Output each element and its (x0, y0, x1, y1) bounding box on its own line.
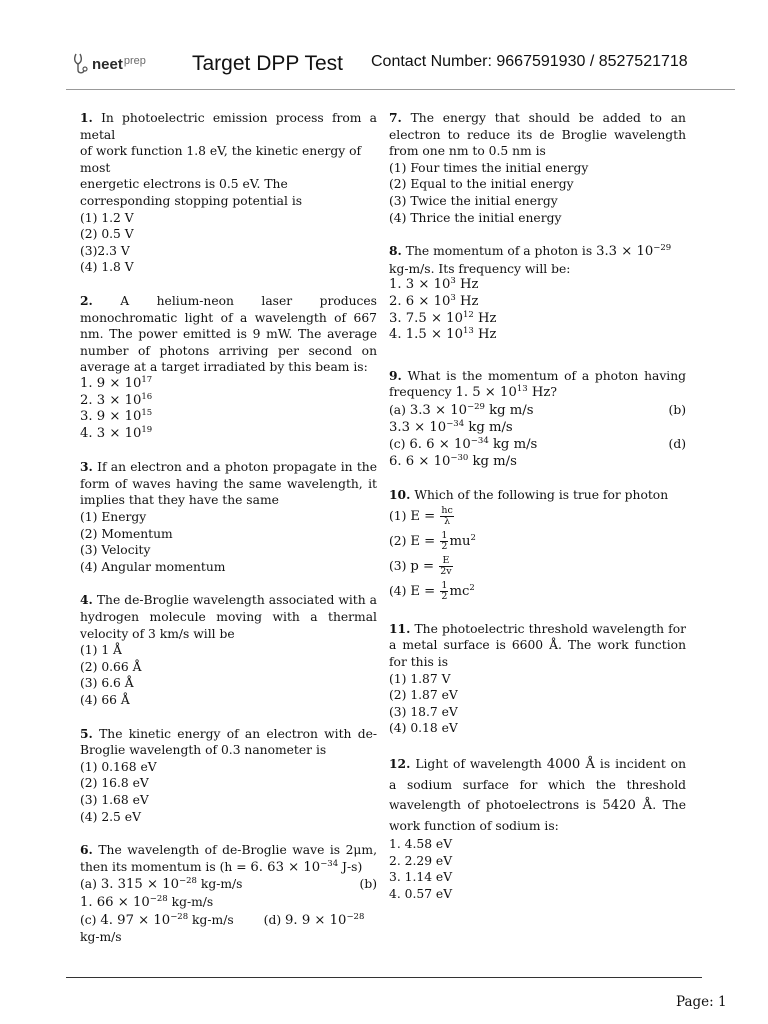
threshold-wavelength-value: 5420 Å (602, 798, 653, 814)
question-4 (80, 592, 377, 708)
option-2: (2) E = $\frac{1}{2}$ $mu^2$ (389, 529, 476, 552)
question-text: What is the momentum of a photon having frequency (389, 368, 686, 400)
question-12: 12. Light of wavelength 4000 Å is incident on a sodium surface for which the threshold wavelength of photoelectrons is 5420 Å. The work function of sodium is: 1. 4.58 eV 2. 2.29 eV 3. 1.14 eV 4. 0.57 eV (389, 756, 686, 901)
question-9: 9. What is the momentum of a photon having frequency 1. $5 \times 10^{13}$ Hz? (a) $3.3 \times 10^{-29}$ kg m/s (b) $3.3 \times 10^{-34}$ kg m/s (c) 6. $6 \times 10^{-34}$ kg m/s (d) 6. $6 \times 10^{-30}$ kg m/s (389, 367, 686, 469)
contact-number: Contact Number: 9667591930 / 8527521718 (371, 53, 688, 70)
option-4: 4. $3 \times 10^{19}$ (80, 424, 153, 441)
question-text: Which of the following is true for photon (414, 488, 669, 503)
question-text-line: In photoelectric emission process from a metal (80, 111, 377, 142)
question-2 (80, 293, 377, 442)
option-a: (a) $3.3 \times 10^{-29}$ kg m/s (389, 401, 534, 418)
momentum-value: $3.3 \times 10^{-29}$ (596, 243, 672, 260)
option-b: 1. $66 \times 10^{-28}$ kg-m/s (80, 893, 214, 910)
question-text: The de-Broglie wavelength associated with a hydrogen molecule moving with a thermal velocity of 3 km/s will be (80, 593, 377, 641)
option-c: (c) 6. $6 \times 10^{-34}$ kg m/s (389, 436, 538, 453)
question-text-line: kg-m/s. Its frequency will be: (389, 261, 571, 276)
options-row-ab (80, 876, 377, 894)
header-divider (66, 89, 735, 90)
option-2: (2) 16.8 eV (80, 776, 149, 791)
option-1: (1) E = $\frac{hc}{\lambda}$ (389, 504, 453, 527)
option-4: (4) 66 Å (80, 693, 130, 707)
planck-constant: 6. $63 \times 10^{-34}$ (250, 858, 339, 875)
option-3: (3)2.3 V (80, 243, 130, 258)
left-column (80, 110, 377, 963)
option-d: (d) 9. $9 \times 10^{-28}$ (263, 911, 365, 928)
option-2: 2. $6 \times 10^3$ Hz (389, 292, 479, 309)
option-a: (a) 3. $315 \times 10^{-28}$ kg-m/s (80, 876, 243, 893)
question-text: The energy that should be added to an electron to reduce its de Broglie wavelength from one nm to 0.5 nm is (389, 111, 686, 159)
question-text-line: of work function 1.8 eV, the kinetic energy of most (80, 144, 362, 175)
question-6: 6. The wavelength of de-Broglie wave is 2μm, then its momentum is (h = 6. $63 \times 10^{-34}$ J-s) (a) 3. $315 \times 10^{-28}$ kg-m/s (b) 1. $66 \times 10^{-28}$ kg-m/s (c) 4. $97 \times 10^{-28}$ kg-m/s (d) 9. $9 \times 10^{-28}$ kg-m/s (80, 842, 377, 945)
option-3: 3. $7.5 \times 10^{12}$ Hz (389, 309, 497, 326)
question-number: 11. (389, 620, 411, 636)
option-4: (4) 1.8 V (80, 260, 134, 275)
option-d-unit: kg-m/s (80, 930, 122, 945)
option-3: (3) Twice the initial energy (389, 193, 558, 208)
option-4: 4. 0.57 eV (389, 886, 453, 901)
page-number: Page: 1 (676, 994, 727, 1010)
stethoscope-icon (72, 52, 90, 76)
options-row-cd (389, 436, 686, 454)
question-text-line: energetic electrons is 0.5 eV. The corresponding stopping potential is (80, 177, 303, 208)
question-number: 9. (389, 367, 402, 383)
option-2: 2. $3 \times 10^{16}$ (80, 391, 153, 408)
question-number: 1. (80, 110, 93, 125)
option-2: (2) 0.5 V (80, 227, 134, 242)
option-d: 6. $6 \times 10^{-30}$ kg m/s (389, 452, 517, 469)
option-3: (3) 18.7 eV (389, 704, 458, 719)
logo-text-sub: prep (123, 55, 146, 67)
question-number: 6. (80, 842, 93, 858)
option-3: (3) 6.6 Å (80, 676, 134, 691)
question-text: The momentum of a photon is (405, 244, 597, 259)
option-4: (4) 2.5 eV (80, 809, 141, 824)
option-4: (4) E = $\frac{1}{2}$ $mc^2$ (389, 579, 475, 602)
question-7 (389, 110, 686, 226)
question-11 (389, 621, 686, 737)
frequency-value: 1. $5 \times 10^{13}$ Hz (455, 384, 551, 401)
option-2: (2) Equal to the initial energy (389, 177, 574, 192)
option-b: $3.3 \times 10^{-34}$ kg m/s (389, 418, 513, 435)
question-number: 4. (80, 592, 93, 608)
options-row-cd (80, 912, 377, 930)
option-3: 3. 1.14 eV (389, 870, 453, 885)
question-5 (80, 726, 377, 826)
question-number: 2. (80, 292, 93, 308)
question-number: 7. (389, 110, 402, 125)
question-number: 8. (389, 243, 402, 259)
option-2: (2) 1.87 eV (389, 688, 458, 703)
question-number: 10. (389, 487, 411, 503)
option-4: (4) 0.18 eV (389, 721, 458, 736)
option-2: 2. 2.29 eV (389, 853, 453, 868)
footer-divider (66, 977, 702, 978)
option-4: 4. $1.5 \times 10^{13}$ Hz (389, 326, 497, 343)
right-column (389, 110, 686, 919)
option-3: (3) p = $\frac{E}{2v}$ (389, 554, 452, 577)
question-10 (389, 487, 686, 604)
option-d-label: (d) (668, 437, 686, 452)
question-1 (80, 110, 377, 276)
page-title: Target DPP Test (192, 52, 343, 75)
page-header (0, 0, 768, 90)
option-3: 3. $9 \times 10^{15}$ (80, 408, 153, 425)
option-1: (1) 1.87 V (389, 671, 451, 686)
option-1: (1) 1.2 V (80, 210, 134, 225)
question-number: 12. (389, 756, 411, 772)
options-row-ab (389, 402, 686, 420)
option-b-label: (b) (668, 402, 686, 417)
option-3: (3) Velocity (80, 543, 151, 558)
option-4: (4) Angular momentum (80, 559, 226, 574)
option-2: (2) Momentum (80, 526, 173, 541)
neetprep-logo (72, 52, 146, 76)
question-text: A helium-neon laser produces monochromatic light of a wavelength of 667 nm. The power emitted is 9 mW. The average number of photons arriving per second on average at a target irradiated by this beam is: (80, 293, 377, 375)
question-text: The kinetic energy of an electron with de-Broglie wavelength of 0.3 nanometer is (80, 726, 377, 758)
option-b-label: (b) (359, 877, 377, 892)
option-4: (4) Thrice the initial energy (389, 210, 562, 225)
option-2: (2) 0.66 Å (80, 659, 142, 674)
option-1: (1) Energy (80, 510, 147, 525)
question-8 (389, 243, 686, 344)
option-c: (c) 4. $97 \times 10^{-28}$ kg-m/s (80, 911, 234, 928)
question-text: If an electron and a photon propagate in the form of waves having the same wavelength, it implies that they have the same (80, 460, 377, 508)
option-1: 1. $9 \times 10^{17}$ (80, 374, 153, 391)
option-1: (1) 0.168 eV (80, 759, 157, 774)
question-3 (80, 459, 377, 575)
option-1: 1. $3 \times 10^3$ Hz (389, 276, 479, 293)
question-number: 3. (80, 459, 93, 475)
option-1: 1. 4.58 eV (389, 837, 453, 852)
option-1: (1) Four times the initial energy (389, 160, 589, 175)
wavelength-value: 4000 Å (546, 757, 596, 773)
question-number: 5. (80, 725, 93, 741)
option-3: (3) 1.68 eV (80, 792, 149, 807)
option-1: (1) 1 Å (80, 643, 122, 658)
question-text: The photoelectric threshold wavelength for a metal surface is 6600 Å. The work function for this is (389, 621, 686, 670)
question-text: The wavelength of de-Broglie wave is 2μm, then its momentum is (h = (80, 843, 377, 874)
logo-text-main: neet (92, 55, 123, 73)
